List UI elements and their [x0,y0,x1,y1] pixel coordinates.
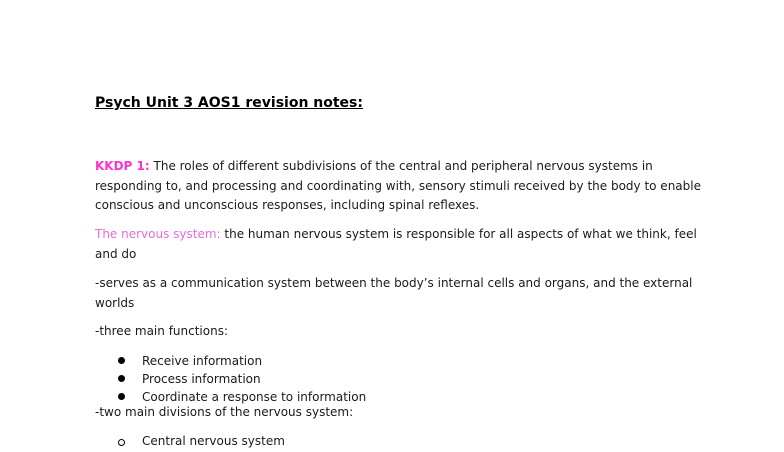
nervous-system-paragraph [95,225,705,264]
hollow-bullet-icon [118,439,125,446]
list-item [95,370,366,388]
nervous-system-label: The nervous system: [95,227,221,241]
nervous-system-text: the human nervous system is responsible for all aspects of what we think, feel and do [95,227,697,261]
functions-list [95,352,366,406]
communication-paragraph: -serves as a communication system between the body’s internal cells and organs, and the external worlds [95,276,693,310]
bullet-icon [118,393,125,400]
divisions-heading: -two main divisions of the nervous system: [95,405,354,419]
divisions-first-text: Central nervous system [142,434,285,448]
divisions-first-item [95,432,285,452]
kkdp-label: KKDP 1: [95,159,150,173]
list-item [95,352,366,370]
bullet-icon [118,375,125,382]
functions-heading: -three main functions: [95,324,229,338]
bullet-icon [118,357,125,364]
page-title: Psych Unit 3 AOS1 revision notes: [95,95,363,111]
kkdp-text: The roles of different subdivisions of the central and peripheral nervous systems in responding to, and processing and coordinating with, sensory stimuli received by the body to enable conscious and unconscious responses, including spinal reflexes. [95,159,701,212]
list-item-text: Process information [142,372,261,386]
kkdp-paragraph [95,157,705,216]
list-item-text: Coordinate a response to information [142,390,367,404]
list-item-text: Receive information [142,354,263,368]
